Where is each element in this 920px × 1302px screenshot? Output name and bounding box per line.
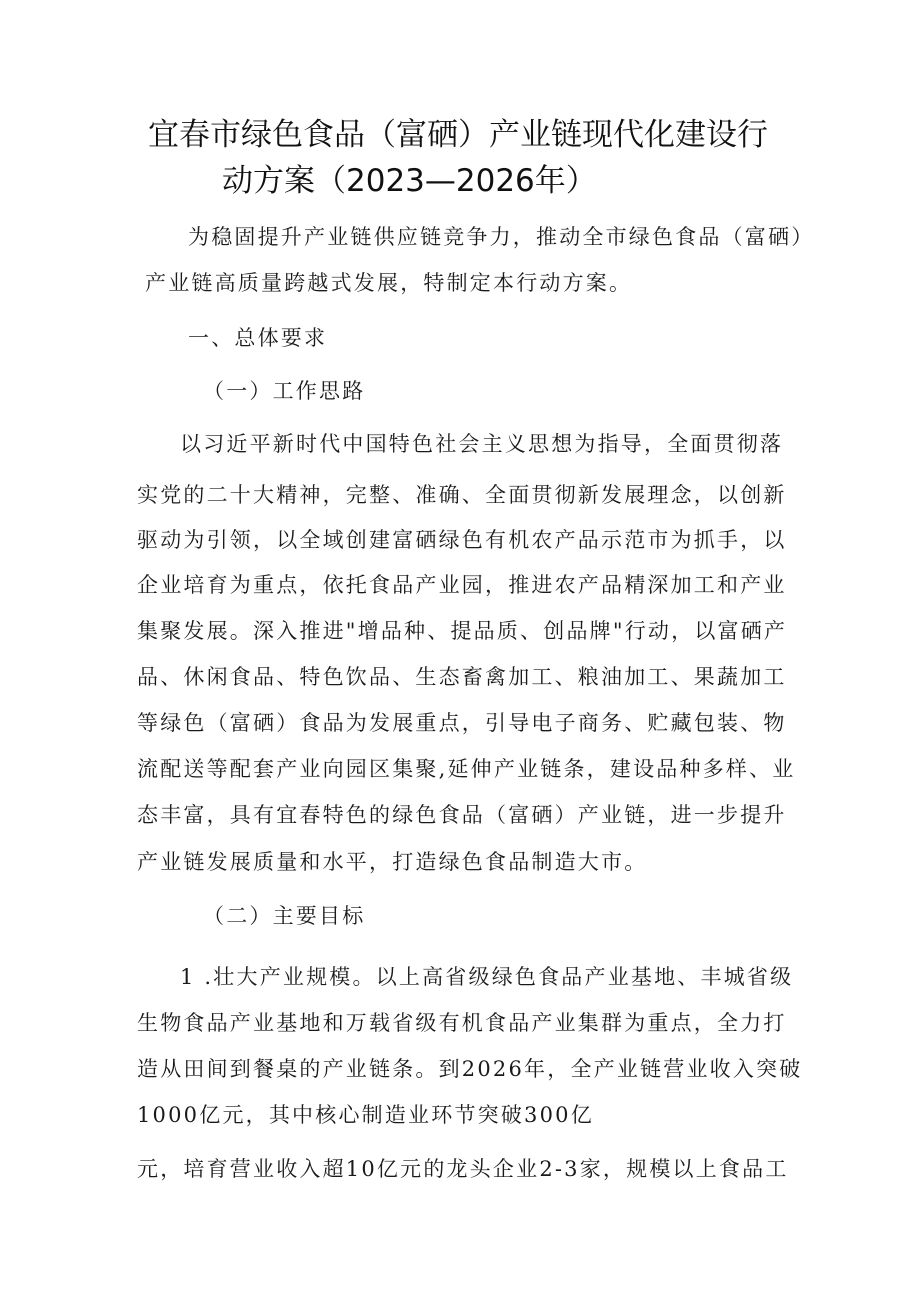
- paragraph-line: 企业培育为重点，依托食品产业园，推进农产品精深加工和产业: [137, 573, 787, 597]
- paragraph-line: 实党的二十大精神，完整、准确、全面贯彻新发展理念，以创新: [137, 483, 787, 507]
- paragraph-line: 以习近平新时代中国特色社会主义思想为指导，全面贯彻落: [180, 432, 784, 456]
- paragraph-line: 等绿色（富硒）食品为发展重点，引导电子商务、贮藏包装、物: [137, 711, 787, 735]
- intro-line-2: 产业链高质量跨越式发展，特制定本行动方案。: [145, 271, 633, 295]
- subsection-heading-2: （二）主要目标: [203, 904, 366, 928]
- paragraph-line: 驱动为引领，以全域创建富硒绿色有机农产品示范市为抓手，以: [137, 528, 787, 552]
- paragraph-line: 品、休闲食品、特色饮品、生态畜禽加工、粮油加工、果蔬加工: [137, 665, 787, 689]
- paragraph-line: 产业链发展质量和水平，打造绿色食品制造大市。: [137, 850, 648, 874]
- subsection-heading-1: （一）工作思路: [203, 379, 366, 403]
- paragraph-line: 元，培育营业收入超10亿元的龙头企业2-3家，规模以上食品工: [137, 1157, 789, 1181]
- paragraph-line: 集聚发展。深入推进"增品种、提品质、创品牌"行动，以富硒产: [137, 619, 788, 643]
- section-heading: 一、总体要求: [188, 326, 328, 350]
- intro-line-1: 为稳固提升产业链供应链竞争力，推动全市绿色食品（富硒）: [188, 225, 815, 249]
- document-title: [148, 112, 788, 204]
- paragraph-line: 1000亿元，其中核心制造业环节突破300亿: [137, 1103, 594, 1127]
- title-line-1: 宜春市绿色食品（富硒）产业链现代化建设行: [148, 117, 768, 153]
- paragraph-line: 流配送等配套产业向园区集聚,延伸产业链条，建设品种多样、业: [137, 757, 796, 781]
- paragraph-line: 态丰富，具有宜春特色的绿色食品（富硒）产业链，进一步提升: [137, 803, 787, 827]
- paragraph-line: 造从田间到餐桌的产业链条。到2026年，全产业链营业收入突破: [137, 1057, 803, 1081]
- title-line-2: 动方案（2023—2026年）: [222, 163, 597, 199]
- paragraph-line: 生物食品产业基地和万载省级有机食品产业集群为重点，全力打: [137, 1011, 787, 1035]
- paragraph-line: 1 .壮大产业规模。以上高省级绿色食品产业基地、丰城省级: [180, 965, 794, 989]
